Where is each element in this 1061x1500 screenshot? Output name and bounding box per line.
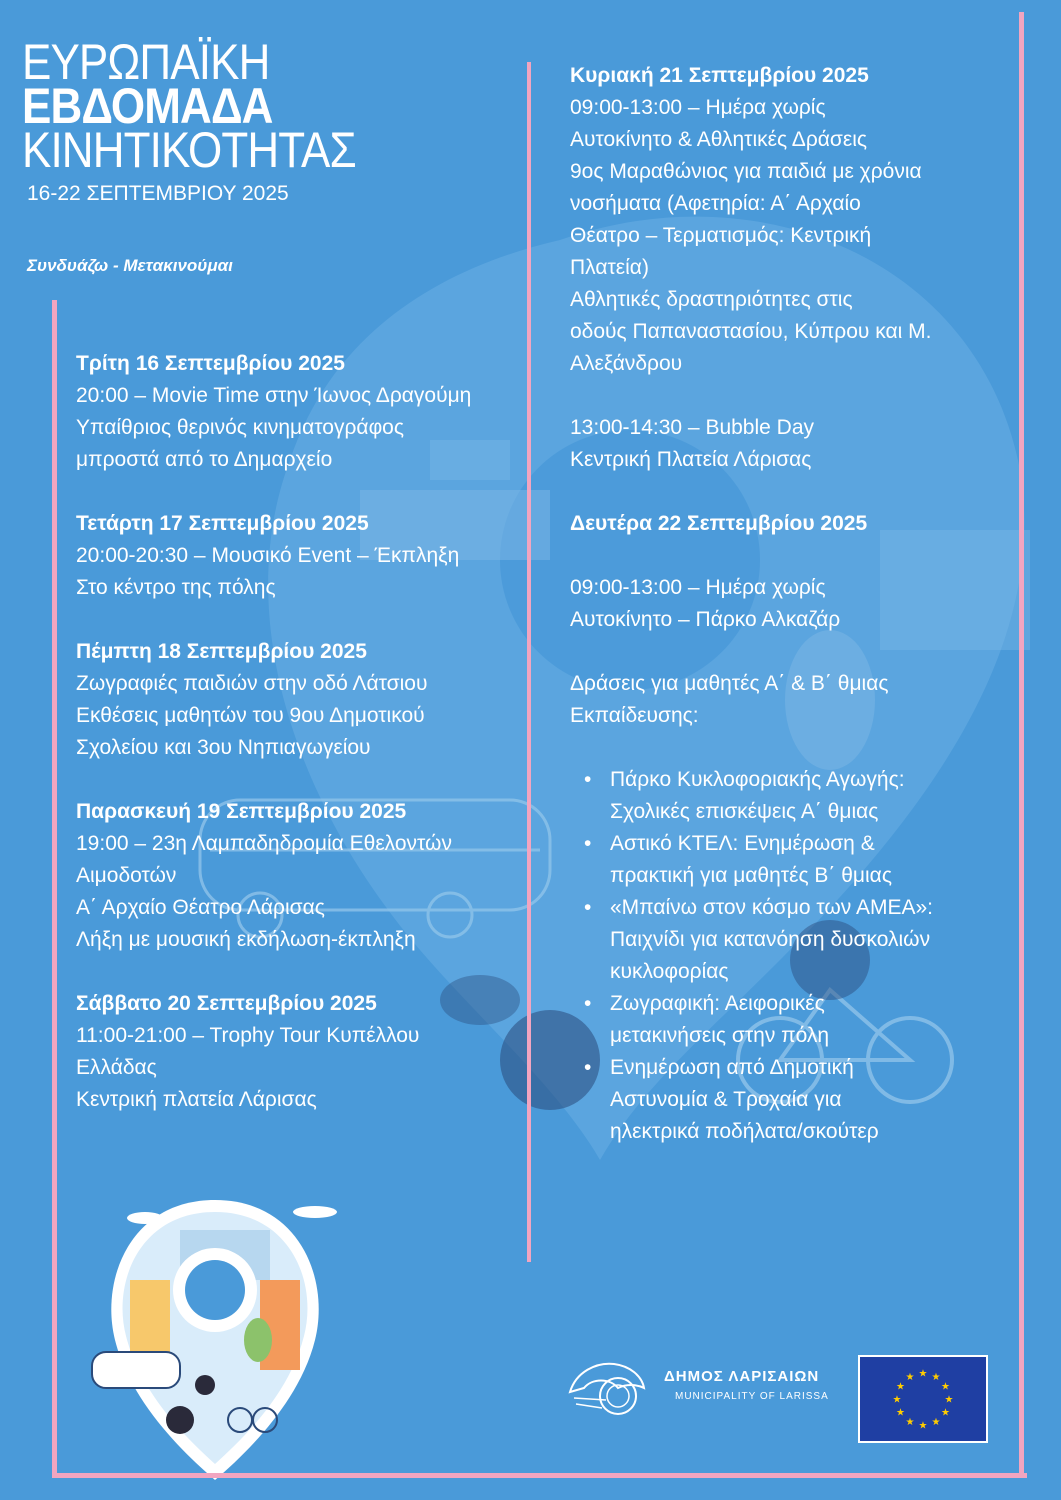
event-line: Δράσεις για μαθητές Α΄ & Β΄ θμιας bbox=[570, 672, 889, 695]
frame-line-left bbox=[52, 300, 57, 1475]
event-line: Υπαίθριος θερινός κινηματογράφος bbox=[76, 416, 404, 439]
day-heading-tuesday: Τρίτη 16 Σεπτεμβρίου 2025 bbox=[76, 352, 345, 375]
event-line: 19:00 – 23η Λαμπαδηδρομία Εθελοντών bbox=[76, 832, 452, 855]
municipality-emblem-icon bbox=[566, 1358, 648, 1420]
eu-star-icon: ★ bbox=[931, 1417, 941, 1429]
eu-star-icon: ★ bbox=[892, 1394, 902, 1406]
eu-star-icon: ★ bbox=[918, 1368, 928, 1380]
event-line: 13:00-14:30 – Bubble Day bbox=[570, 416, 815, 439]
list-item: • «Μπαίνω στον κόσμο των ΑΜΕΑ»: Παιχνίδι για κατανόηση δυσκολιών κυκλοφορίας bbox=[570, 892, 933, 988]
eu-star-icon: ★ bbox=[918, 1420, 928, 1432]
student-activities-list bbox=[570, 764, 933, 1148]
municipality-name: ΔΗΜΟΣ ΛΑΡΙΣΑΙΩΝ bbox=[664, 1368, 820, 1385]
event-line: Θέατρο – Τερματισμός: Κεντρική bbox=[570, 224, 872, 247]
event-line: 09:00-13:00 – Ημέρα χωρίς bbox=[570, 576, 826, 599]
eu-star-icon: ★ bbox=[941, 1381, 951, 1393]
event-line: Ελλάδας bbox=[76, 1056, 157, 1079]
event-line: Κεντρική Πλατεία Λάρισας bbox=[570, 448, 812, 471]
event-dates: 16-22 ΣΕΠΤΕΜΒΡΙΟΥ 2025 bbox=[27, 182, 289, 205]
list-item: • Ενημέρωση από Δημοτική Αστυνομία & Τροχαία για ηλεκτρικά ποδήλατα/σκούτερ bbox=[570, 1052, 933, 1148]
day-heading-monday: Δευτέρα 22 Σεπτεμβρίου 2025 bbox=[570, 512, 868, 535]
slogan: Συνδυάζω - Μετακινούμαι bbox=[27, 256, 233, 275]
event-line: Λήξη με μουσική εκδήλωση-έκπληξη bbox=[76, 928, 416, 951]
day-heading-wednesday: Τετάρτη 17 Σεπτεμβρίου 2025 bbox=[76, 512, 369, 535]
list-item: • Ζωγραφική: Αειφορικές μετακινήσεις στην πόλη bbox=[570, 988, 933, 1052]
event-line: 11:00-21:00 – Trophy Tour Κυπέλλου bbox=[76, 1024, 420, 1047]
event-line: μπροστά από το Δημαρχείο bbox=[76, 448, 333, 471]
eu-star-icon: ★ bbox=[931, 1371, 941, 1383]
eu-star-icon: ★ bbox=[895, 1407, 905, 1419]
event-line: Πλατεία) bbox=[570, 256, 649, 279]
event-line: 20:00 – Movie Time στην Ίωνος Δραγούμη bbox=[76, 384, 472, 407]
event-line: οδούς Παπαναστασίου, Κύπρου και Μ. bbox=[570, 320, 932, 343]
event-line: Αυτοκίνητο & Αθλητικές Δράσεις bbox=[570, 128, 868, 151]
eu-star-icon: ★ bbox=[944, 1394, 954, 1406]
frame-line-right bbox=[1019, 12, 1024, 1478]
event-line: Αλεξάνδρου bbox=[570, 352, 683, 375]
eu-star-icon: ★ bbox=[941, 1407, 951, 1419]
event-line: νοσήματα (Αφετηρία: Α΄ Αρχαίο bbox=[570, 192, 861, 215]
eu-stars-icon bbox=[860, 1357, 986, 1441]
event-line: Σχολείου και 3ου Νηπιαγωγείου bbox=[76, 736, 371, 759]
event-line: Εκπαίδευσης: bbox=[570, 704, 699, 727]
eu-star-icon: ★ bbox=[905, 1417, 915, 1429]
municipality-subtitle: MUNICIPALITY OF LARISSA bbox=[675, 1391, 829, 1402]
event-line: Εκθέσεις μαθητών του 9ου Δημοτικού bbox=[76, 704, 425, 727]
list-item: • Αστικό ΚΤΕΛ: Ενημέρωση & πρακτική για μαθητές Β΄ θμιας bbox=[570, 828, 933, 892]
eu-flag-icon bbox=[858, 1355, 988, 1443]
list-item: • Πάρκο Κυκλοφοριακής Αγωγής: Σχολικές επισκέψεις Α΄ θμιας bbox=[570, 764, 933, 828]
header bbox=[22, 34, 392, 206]
event-line: Αυτοκίνητο – Πάρκο Αλκαζάρ bbox=[570, 608, 841, 631]
day-heading-saturday: Σάββατο 20 Σεπτεμβρίου 2025 bbox=[76, 992, 377, 1015]
title-line-1: ΕΥΡΩΠΑΪΚΗ bbox=[22, 34, 270, 90]
day-heading-friday: Παρασκευή 19 Σεπτεμβρίου 2025 bbox=[76, 800, 407, 823]
schedule-right-column bbox=[570, 60, 933, 1148]
event-line: Αθλητικές δραστηριότητες στις bbox=[570, 288, 853, 311]
frame-line-bottom bbox=[52, 1473, 1027, 1478]
schedule-left-column bbox=[76, 348, 471, 1116]
event-line: Στο κέντρο της πόλης bbox=[76, 576, 276, 599]
day-heading-sunday: Κυριακή 21 Σεπτεμβρίου 2025 bbox=[570, 64, 869, 87]
day-heading-thursday: Πέμπτη 18 Σεπτεμβρίου 2025 bbox=[76, 640, 367, 663]
event-line: 09:00-13:00 – Ημέρα χωρίς bbox=[570, 96, 826, 119]
eu-star-icon: ★ bbox=[895, 1381, 905, 1393]
eu-star-icon: ★ bbox=[905, 1371, 915, 1383]
title-line-3: ΚΙΝΗΤΙΚΟΤΗΤΑΣ bbox=[22, 122, 356, 178]
event-line: Αιμοδοτών bbox=[76, 864, 177, 887]
event-line: Α΄ Αρχαίο Θέατρο Λάρισας bbox=[76, 896, 325, 919]
event-line: Κεντρική πλατεία Λάρισας bbox=[76, 1088, 317, 1111]
event-line: 20:00-20:30 – Μουσικό Event – Έκπληξη bbox=[76, 544, 460, 567]
event-line: Ζωγραφιές παιδιών στην οδό Λάτσιου bbox=[76, 672, 428, 695]
frame-line-middle bbox=[527, 62, 531, 1262]
small-pin-illustration bbox=[92, 1200, 319, 1480]
event-line: 9ος Μαραθώνιος για παιδιά με χρόνια bbox=[570, 160, 922, 183]
title-line-2: ΕΒΔΟΜΑΔΑ bbox=[22, 78, 273, 134]
